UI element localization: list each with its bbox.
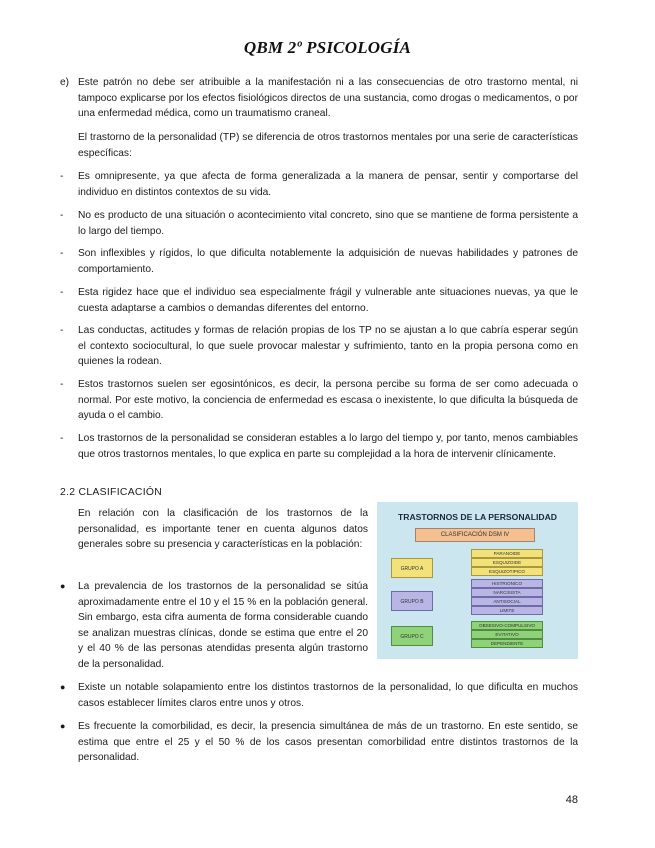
disorder-box: NARCISISTA — [471, 588, 543, 597]
disorder-box: LIMITE — [471, 606, 543, 615]
bullet-marker: ● — [60, 581, 66, 591]
list-item: Los trastornos de la personalidad se consideran estables a lo largo del tiempo y, por tanto, menos cambiables que otros trastornos mentales, lo que explica en parte su complejidad a la hora de intervenir clínicamente. — [78, 433, 578, 460]
list-item: Son inflexibles y rígidos, lo que dificulta notablemente la adquisición de nuevas habilidades y patrones de comportamiento. — [78, 248, 578, 275]
bullet-marker: ● — [60, 721, 66, 731]
list-item-marker: - — [60, 325, 64, 336]
page-number: 48 — [565, 794, 578, 806]
disorder-box: ESQUIZOIDE — [471, 558, 543, 567]
group-c-box: GRUPO C — [391, 626, 433, 646]
disorder-box: HISTRIONICO — [471, 579, 543, 588]
list-item: Esta rigidez hace que el individuo sea especialmente frágil y vulnerable ante situaciones nuevas, ya que le cuesta adaptarse a cambios o demandas diferentes del entorno. — [78, 287, 578, 314]
list-item: No es producto de una situación o acontecimiento vital concreto, sino que se mantiene de forma persistente a lo largo del tiempo. — [78, 210, 578, 237]
bullet-item: Existe un notable solapamiento entre los distintos trastornos de la personalidad, lo que dificulta en muchos casos establecer límites claros entre unos y otros. — [78, 682, 578, 709]
page-header-title: QBM 2º PSICOLOGÍA — [243, 38, 412, 57]
list-item: Es omnipresente, ya que afecta de forma generalizada a la manera de pensar, sentir y comportarse del individuo en distintos contextos de su vida. — [78, 171, 578, 198]
item-e-label: e) — [60, 77, 70, 88]
disorder-box: EVITATIVO — [471, 630, 543, 639]
diagram-title: TRASTORNOS DE LA PERSONALIDAD — [398, 512, 557, 522]
disorder-box: DEPENDIENTE — [471, 639, 543, 648]
list-item-marker: - — [60, 379, 64, 390]
item-e-text: Este patrón no debe ser atribuible a la manifestación ni a las consecuencias de otro trastorno mental, ni tampoco explicarse por los efectos fisiológicos directos de una sustancia, como drogas o medicamentos, o por una enfermedad médica, como un traumatismo craneal. — [78, 77, 578, 120]
disorder-box: PARANOIDE — [471, 549, 543, 558]
group-b-box: GRUPO B — [391, 591, 433, 611]
bullet-marker: ● — [60, 682, 66, 692]
list-item-marker: - — [60, 248, 64, 259]
bullet-item: La prevalencia de los trastornos de la personalidad se sitúa aproximadamente entre el 10 y el 15 % en la población general. Sin embargo, esta cifra aumenta de forma considerable cuando se analizan muestras clínicas, donde se estima que entre el 20 y el 40 % de las personas atendidas presenta algún trastorno de la personalidad. — [78, 581, 368, 670]
section-title: 2.2 CLASIFICACIÓN — [60, 487, 163, 498]
list-item: Estos trastornos suelen ser egosintónicos, es decir, la persona percibe su forma de ser como adecuada o normal. Por este motivo, la conciencia de enfermedad es escasa o inexistente, lo que dificulta la búsqueda de ayuda o el cambio. — [78, 379, 578, 422]
classification-diagram — [377, 502, 578, 659]
group-a-box: GRUPO A — [391, 558, 433, 578]
list-item-marker: - — [60, 433, 64, 444]
section-intro-paragraph: En relación con la clasificación de los trastornos de la personalidad, es importante tener en cuenta algunos datos generales sobre su presencia y características en la población: — [78, 508, 368, 551]
list-item: Las conductas, actitudes y formas de relación propias de los TP no se ajustan a lo que cabría esperar según el contexto sociocultural, lo que suele provocar malestar y sufrimiento, tanto en la propia persona como en quienes la rodean. — [78, 325, 578, 368]
tp-intro-paragraph: El trastorno de la personalidad (TP) se diferencia de otros trastornos mentales por una serie de características específicas: — [78, 132, 578, 159]
disorder-box: ESQUIZOTIPICO — [471, 567, 543, 576]
disorder-box: ANTISOCIAL — [471, 597, 543, 606]
list-item-marker: - — [60, 287, 64, 298]
list-item-marker: - — [60, 210, 64, 221]
diagram-classification-box: CLASIFICACIÓN DSM IV — [415, 528, 535, 542]
bullet-item: Es frecuente la comorbilidad, es decir, la presencia simultánea de más de un trastorno. En este sentido, se estima que entre el 25 y el 50 % de los casos presentan comorbilidad entre distintos trastornos de la personalidad. — [78, 721, 578, 764]
list-item-marker: - — [60, 171, 64, 182]
disorder-box: OBSESIVO-COMPULSIVO — [471, 621, 543, 630]
